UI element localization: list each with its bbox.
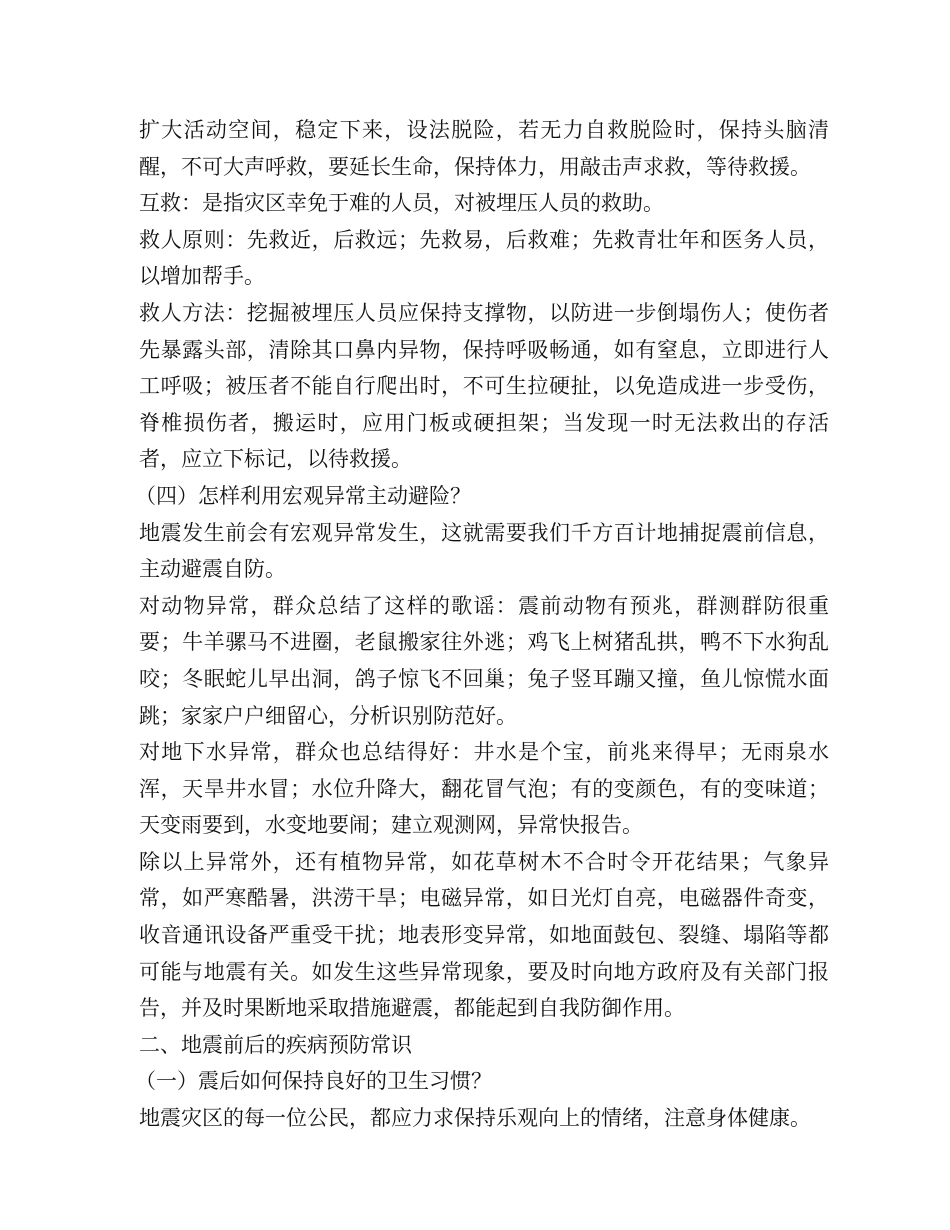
paragraph-rescue-methods: 救人方法：挖掘被埋压人员应保持支撑物，以防进一步倒塌伤人；使伤者先暴露头部，清除其口鼻内异物，保持呼吸畅通，如有窒息，立即进行人工呼吸；被压者不能自行爬出时，不可生拉硬扯，以免造成进一步受伤，脊椎损伤者，搬运时，应用门板或硬担架；当发现一时无法救出的存活者，应立下标记，以待救援。 [139,300,829,472]
paragraph-hygiene-intro: 地震灾区的每一位公民，都应力求保持乐观向上的情绪，注意身体健康。 [139,1106,811,1131]
paragraph-mutual-rescue: 互救：是指灾区幸免于难的人员，对被埋压人员的救助。 [139,191,664,216]
section-heading-macro-anomaly: （四）怎样利用宏观异常主动避险？ [135,483,471,508]
paragraph-groundwater-anomaly: 对地下水异常，群众也总结得好：井水是个宝，前兆来得早；无雨泉水浑，天旱井水冒；水位升降大，翻花冒气泡；有的变颜色，有的变味道；天变雨要到，水变地要闹；建立观测网，异常快报告。 [139,740,829,838]
paragraph-animal-anomaly: 对动物异常，群众总结了这样的歌谣：震前动物有预兆，群测群防很重要；牛羊骡马不进圈，老鼠搬家往外逃；鸡飞上树猪乱拱，鸭不下水狗乱咬；冬眠蛇儿早出洞，鸽子惊飞不回巢；兔子竖耳蹦又撞，鱼儿惊慌水面跳；家家户户细留心，分析识别防范好。 [139,593,829,728]
paragraph-macro-anomaly-intro: 地震发生前会有宏观异常发生，这就需要我们千方百计地捕捉震前信息，主动避震自防。 [139,520,829,582]
paragraph-rescue-principles: 救人原则：先救近，后救远；先救易，后救难；先救青壮年和医务人员，以增加帮手。 [139,227,829,289]
paragraph-other-anomalies: 除以上异常外，还有植物异常，如花草树木不合时令开花结果；气象异常，如严寒酷暑，洪涝干旱；电磁异常，如日光灯自亮，电磁器件奇变，收音通讯设备严重受干扰；地表形变异常，如地面鼓包、裂缝、塌陷等都可能与地震有关。如发生这些异常现象，要及时向地方政府及有关部门报告，并及时果断地采取措施避震，都能起到自我防御作用。 [139,849,829,1021]
document-page [135,112,829,1137]
paragraph-self-rescue-continued: 扩大活动空间，稳定下来，设法脱险，若无力自救脱险时，保持头脑清醒，不可大声呼救，要延长生命，保持体力，用敲击声求救，等待救援。 [139,118,829,179]
section-heading-hygiene: （一）震后如何保持良好的卫生习惯？ [135,1069,492,1094]
chapter-heading-disease-prevention: 二、地震前后的疾病预防常识 [139,1032,412,1057]
